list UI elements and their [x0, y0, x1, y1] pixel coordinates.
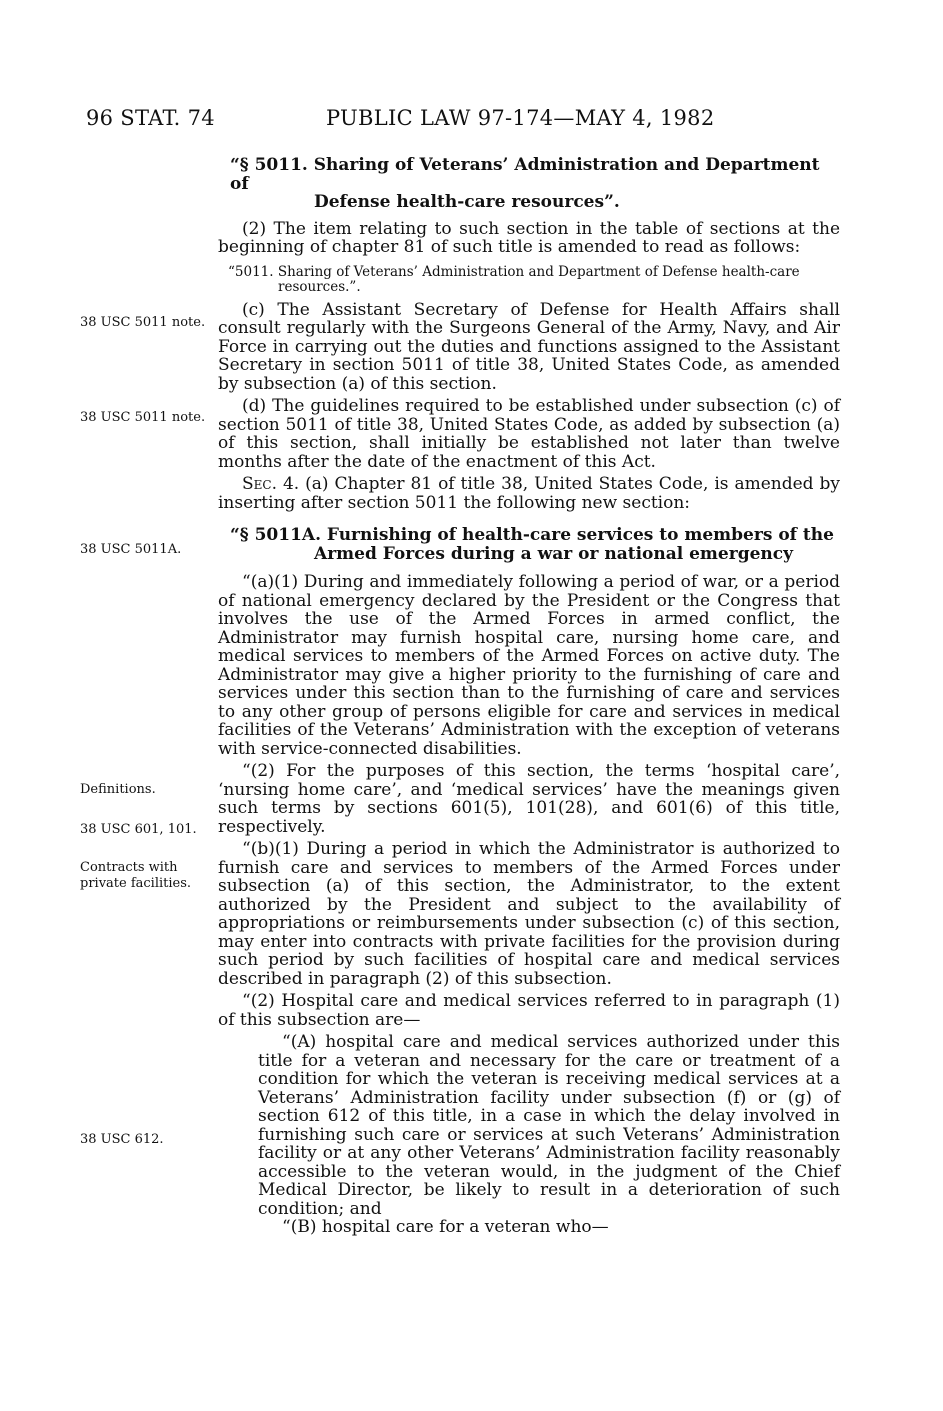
paragraph-B: “(B) hospital care for a veteran who—: [282, 1217, 609, 1237]
margin-note-definitions: Definitions.: [80, 782, 156, 797]
table-entry-line1: “5011. Sharing of Veterans’ Administration and Department of Defense health-care: [228, 263, 800, 280]
section-heading-5011a-line1: “§ 5011A. Furnishing of health-care services to members of the: [230, 525, 834, 545]
section-heading-5011-line2: Defense health-care resources”.: [314, 192, 620, 212]
table-of-sections-entry: [218, 265, 840, 295]
section-heading-5011a: [218, 526, 840, 563]
margin-note-usc-5011a: 38 USC 5011A.: [80, 542, 182, 557]
paragraph-d: (d) The guidelines required to be established under subsection (c) of section 5011 of title 38, United States Code, as added by subsection (a) of this section, shall initially be established not later than twelve months after the date of the enactment of this Act.: [218, 396, 840, 472]
paragraph-b1: “(b)(1) During a period in which the Administrator is authorized to furnish care and services to members of the Armed Forces under subsection (a) of this section, the Administrator, to the extent authorized by the President and subject to the availability of appropriations or reimbursements under subsection (c) of this section, may enter into contracts with private facilities for the provision during such period by such facilities of hospital care and medical services described in paragraph (2) of this subsection.: [218, 839, 840, 989]
section-heading-5011: [218, 156, 840, 212]
paragraph-c: (c) The Assistant Secretary of Defense for Health Affairs shall consult regularly with the Surgeons General of the Army, Navy, and Air Force in carrying out the duties and functions assigned to the Assistant Secretary in section 5011 of title 38, United States Code, as amended by subsection (a) of this section.: [218, 299, 840, 394]
margin-note-usc-5011-note: 38 USC 5011 note.: [80, 315, 206, 330]
section-heading-5011a-line2: Armed Forces during a war or national emergency: [314, 543, 793, 564]
paragraph-b2: “(2) Hospital care and medical services referred to in paragraph (1) of this subsection are—: [218, 991, 840, 1030]
table-entry-line2: resources.”.: [278, 278, 361, 295]
law-title-header: PUBLIC LAW 97-174—MAY 4, 1982: [326, 106, 715, 130]
paragraph-a1: “(a)(1) During and immediately following a period of war, or a period of national emergency declared by the President or the Congress that involves the use of the Armed Forces in armed conflict, the Administrator may furnish hospital care, nursing home care, and medical services to members of the Armed Forces on active duty. The Administrator may give a higher priority to the furnishing of care and services under this section than to the furnishing of care and services to any other group of persons eligible for care and services in medical facilities of the Veterans’ Administration with the exception of veterans with service-connected disabilities.: [218, 572, 840, 759]
page-stat-citation: 96 STAT. 74: [86, 106, 215, 130]
margin-note-contracts: Contracts with private facilities.: [80, 860, 192, 891]
sec-label: Sec.: [242, 474, 277, 494]
margin-note-usc-601-101: 38 USC 601, 101.: [80, 822, 197, 837]
paragraph-table-item: (2) The item relating to such section in the table of sections at the beginning of chapter 81 of such title is amended to read as follows:: [218, 218, 840, 257]
statute-body: [218, 156, 840, 1237]
section-heading-5011-line1: “§ 5011. Sharing of Veterans’ Administration and Department of: [230, 155, 820, 194]
sec-4-text: 4. (a) Chapter 81 of title 38, United States Code, is amended by inserting after section 5011 the following new section:: [218, 474, 840, 513]
margin-note-usc-5011-note-2: 38 USC 5011 note.: [80, 410, 206, 425]
margin-note-usc-612: 38 USC 612.: [80, 1132, 164, 1147]
section-4-paragraph: [218, 475, 840, 512]
paragraph-a2: “(2) For the purposes of this section, the terms ‘hospital care’, ‘nursing home care’, and ‘medical services’ have the meanings given such terms by sections 601(5), 101(28), and 601(6) of this title, respectively.: [218, 761, 840, 837]
paragraph-A: “(A) hospital care and medical services authorized under this title for a veteran and necessary for the care or treatment of a condition for which the veteran is receiving medical services at a Veterans’ Administration facility under subsection (f) or (g) of section 612 of this title, in a case in which the delay involved in furnishing such care or services at such Veterans’ Administration facility or at any other Veterans’ Administration facility reasonably accessible to the veteran would, in the judgment of the Chief Medical Director, be likely to result in a deterioration of such condition; and: [258, 1032, 840, 1219]
